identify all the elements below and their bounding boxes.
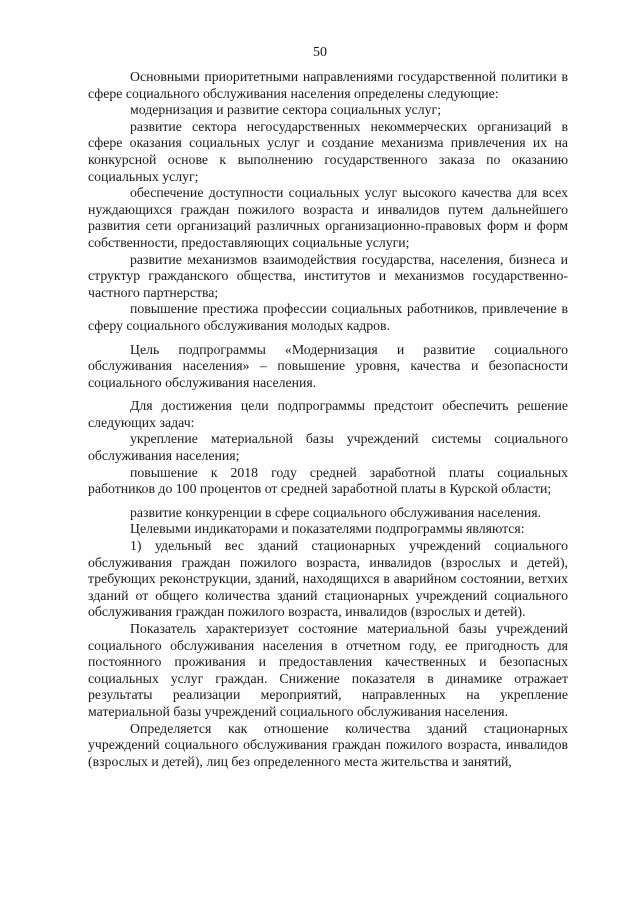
paragraph-tasks-intro: Для достижения цели подпрограммы предстоит обеспечить решение следующих задач:	[88, 398, 568, 430]
paragraph-list-item: повышение престижа профессии социальных работников, привлечение в сферу социального обслуживания молодых кадров.	[88, 301, 568, 333]
page-body	[88, 69, 568, 770]
paragraph-indicators-intro: Целевыми индикаторами и показателями подпрограммы являются:	[130, 521, 525, 537]
paragraph-list-item: развитие механизмов взаимодействия государства, населения, бизнеса и структур гражданского общества, институтов и механизмов государственно-частного партнерства;	[88, 251, 568, 300]
paragraph-list-item: обеспечение доступности социальных услуг высокого качества для всех нуждающихся граждан пожилого возраста и инвалидов путем дальнейшего развития сети организаций различных организационно-правовых форм и форм собственности, предоставляющих социальные услуги;	[88, 185, 568, 250]
paragraph-list-item: укрепление материальной базы учреждений системы социального обслуживания населения;	[88, 431, 568, 464]
paragraph-list-item: развитие сектора негосударственных некоммерческих организаций в сфере оказания социальных услуг и создание механизма привлечения их на конкурсной основе к выполнению государственного заказа по оказанию социальных услуг;	[88, 118, 568, 184]
paragraph-list-item: модернизация и развитие сектора социальных услуг;	[130, 102, 442, 118]
paragraph-policy-intro: Основными приоритетными направлениями государственной политики в сфере социального обслуживания населения определены следующие:	[88, 69, 568, 101]
paragraph-indicator-1: 1) удельный вес зданий стационарных учреждений социального обслуживания граждан пожилого возраста, инвалидов (взрослых и детей), требующих реконструкции, зданий, находящихся в аварийном состоянии, ветхих зданий от общего количества зданий стационарных учреждений социального обслуживания граждан пожилого возраста, инвалидов (взрослых и детей).	[88, 538, 568, 620]
paragraph-list-item: повышение к 2018 году средней заработной платы социальных работников до 100 процентов от средней заработной платы в Курской области;	[88, 464, 568, 497]
paragraph-indicator-description: Показатель характеризует состояние материальной базы учреждений социального обслуживания населения в отчетном году, ее пригодность для постоянного проживания и предоставления качественных и безопасных социальных услуг граждан. Снижение показателя в динамике отражает результаты реализации мероприятий, направленных на укрепление материальной базы учреждений социального обслуживания населения.	[88, 621, 568, 719]
paragraph-list-item: развитие конкуренции в сфере социального обслуживания населения.	[130, 504, 542, 520]
page-number: 50	[313, 45, 327, 60]
paragraph-goal: Цель подпрограммы «Модернизация и развитие социального обслуживания населения» – повышение уровня, качества и безопасности социального обслуживания населения.	[88, 341, 568, 390]
paragraph-indicator-definition: Определяется как отношение количества зданий стационарных учреждений социального обслуживания граждан пожилого возраста, инвалидов (взрослых и детей), лиц без определенного места жительства и занятий,	[88, 720, 568, 769]
